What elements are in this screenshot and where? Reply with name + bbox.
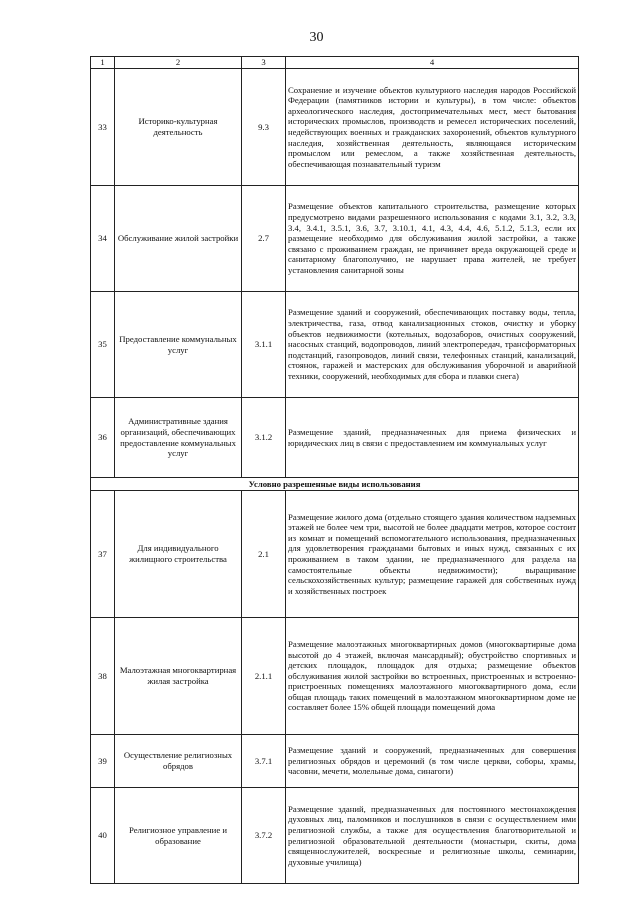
page-number: 30 [309, 30, 324, 45]
row-number: 33 [91, 69, 115, 186]
table-row [91, 398, 579, 478]
table-row [91, 618, 579, 735]
use-type-name: Предоставление коммунальных услуг [115, 292, 242, 398]
row-number: 38 [91, 618, 115, 735]
table-row [91, 69, 579, 186]
use-type-name: Административные здания организаций, обеспечивающих предоставление коммунальных услуг [115, 398, 242, 478]
row-number: 40 [91, 788, 115, 884]
use-type-code: 2.1.1 [242, 618, 286, 735]
use-type-description: Размещение зданий и сооружений, обеспечивающих поставку воды, тепла, электричества, газа, отвод канализационных стоков, очистку и уборку объектов недвижимости (котельных, водозаборов, очистных сооружений, насосных станций, водопроводов, линий электропередач, трансформаторных подстанций, газопроводов, линий связи, телефонных станций, канализаций, стоянок, гаражей и мастерских для обслуживания уборочной и аварийной техники, сооружений, необходимых для сбора и плавки снега) [286, 292, 579, 398]
use-type-code: 2.7 [242, 186, 286, 292]
section-header-row [91, 478, 579, 491]
use-type-code: 9.3 [242, 69, 286, 186]
table-row [91, 788, 579, 884]
row-number: 34 [91, 186, 115, 292]
use-type-name: Историко-культурная деятельность [115, 69, 242, 186]
use-type-description: Размещение зданий, предназначенных для постоянного местонахождения духовных лиц, паломников и послушников в связи с осуществлением ими религиозной службы, а также для осуществления благотворительной и религиозной образовательной деятельности (монастыри, скиты, дома священнослужителей, воскресные и религиозные школы, семинарии, духовные училища) [286, 788, 579, 884]
use-type-description: Размещение жилого дома (отдельно стоящего здания количеством надземных этажей не более чем три, высотой не более двадцати метров, которое состоит из комнат и помещений вспомогательного использования, предназначенных для удовлетворения гражданами бытовых и иных нужд, связанных с их проживанием в таком здании, не предназначенного для раздела на самостоятельные объекты недвижимости); выращивание сельскохозяйственных культур; размещение гаражей для собственных нужд и хозяйственных построек [286, 491, 579, 618]
table-row [91, 186, 579, 292]
land-use-table [90, 56, 579, 884]
row-number: 36 [91, 398, 115, 478]
row-number: 37 [91, 491, 115, 618]
table-row [91, 292, 579, 398]
use-type-description: Размещение зданий и сооружений, предназначенных для совершения религиозных обрядов и церемоний (в том числе церкви, соборы, храмы, часовни, мечети, молельные дома, синагоги) [286, 735, 579, 788]
use-type-code: 3.7.1 [242, 735, 286, 788]
use-type-code: 2.1 [242, 491, 286, 618]
use-type-name: Религиозное управление и образование [115, 788, 242, 884]
section-title: Условно разрешенные виды использования [91, 478, 579, 491]
use-type-description: Размещение объектов капитального строительства, размещение которых предусмотрено видами разрешенного использования с кодами 3.1, 3.2, 3.3, 3.4, 3.4.1, 3.5.1, 3.6, 3.7, 3.10.1, 4.1, 4.3, 4.4, 4.6, 5.1.2, 5.1.3, если их размещение необходимо для обслуживания жилой застройки, а также связано с проживанием граждан, не причиняет вреда окружающей среде и санитарному благополучию, не нарушает права жителей, не требует установления санитарной зоны [286, 186, 579, 292]
use-type-code: 3.1.1 [242, 292, 286, 398]
column-header: 4 [286, 57, 579, 69]
column-header-row [91, 57, 579, 69]
row-number: 35 [91, 292, 115, 398]
table-row [91, 735, 579, 788]
use-type-code: 3.7.2 [242, 788, 286, 884]
use-type-name: Для индивидуального жилищного строительства [115, 491, 242, 618]
use-type-description: Сохранение и изучение объектов культурного наследия народов Российской Федерации (памятников истории и культуры), в том числе: объектов археологического наследия, достопримечательных мест, мест бытования исторических промыслов, производств и ремесел исторических поселений, недействующих военных и гражданских захоронений, объектов культурного наследия, хозяйственная деятельность, являющаяся историческим промыслом или ремеслом, а также хозяйственная деятельность, обеспечивающая познавательный туризм [286, 69, 579, 186]
column-header: 2 [115, 57, 242, 69]
column-header: 3 [242, 57, 286, 69]
use-type-code: 3.1.2 [242, 398, 286, 478]
row-number: 39 [91, 735, 115, 788]
use-type-description: Размещение зданий, предназначенных для приема физических и юридических лиц в связи с предоставлением им коммунальных услуг [286, 398, 579, 478]
use-type-name: Малоэтажная многоквартирная жилая застройка [115, 618, 242, 735]
column-header: 1 [91, 57, 115, 69]
table-row [91, 491, 579, 618]
use-type-description: Размещение малоэтажных многоквартирных домов (многоквартирные дома высотой до 4 этажей, включая мансардный); обустройство спортивных и детских площадок, площадок для отдыха; размещение объектов обслуживания жилой застройки во встроенных, пристроенных и встроенно-пристроенных помещениях малоэтажного многоквартирного дома, если общая площадь таких помещений в малоэтажном многоквартирном доме не составляет более 15% общей площади помещений дома [286, 618, 579, 735]
use-type-name: Обслуживание жилой застройки [115, 186, 242, 292]
use-type-name: Осуществление религиозных обрядов [115, 735, 242, 788]
